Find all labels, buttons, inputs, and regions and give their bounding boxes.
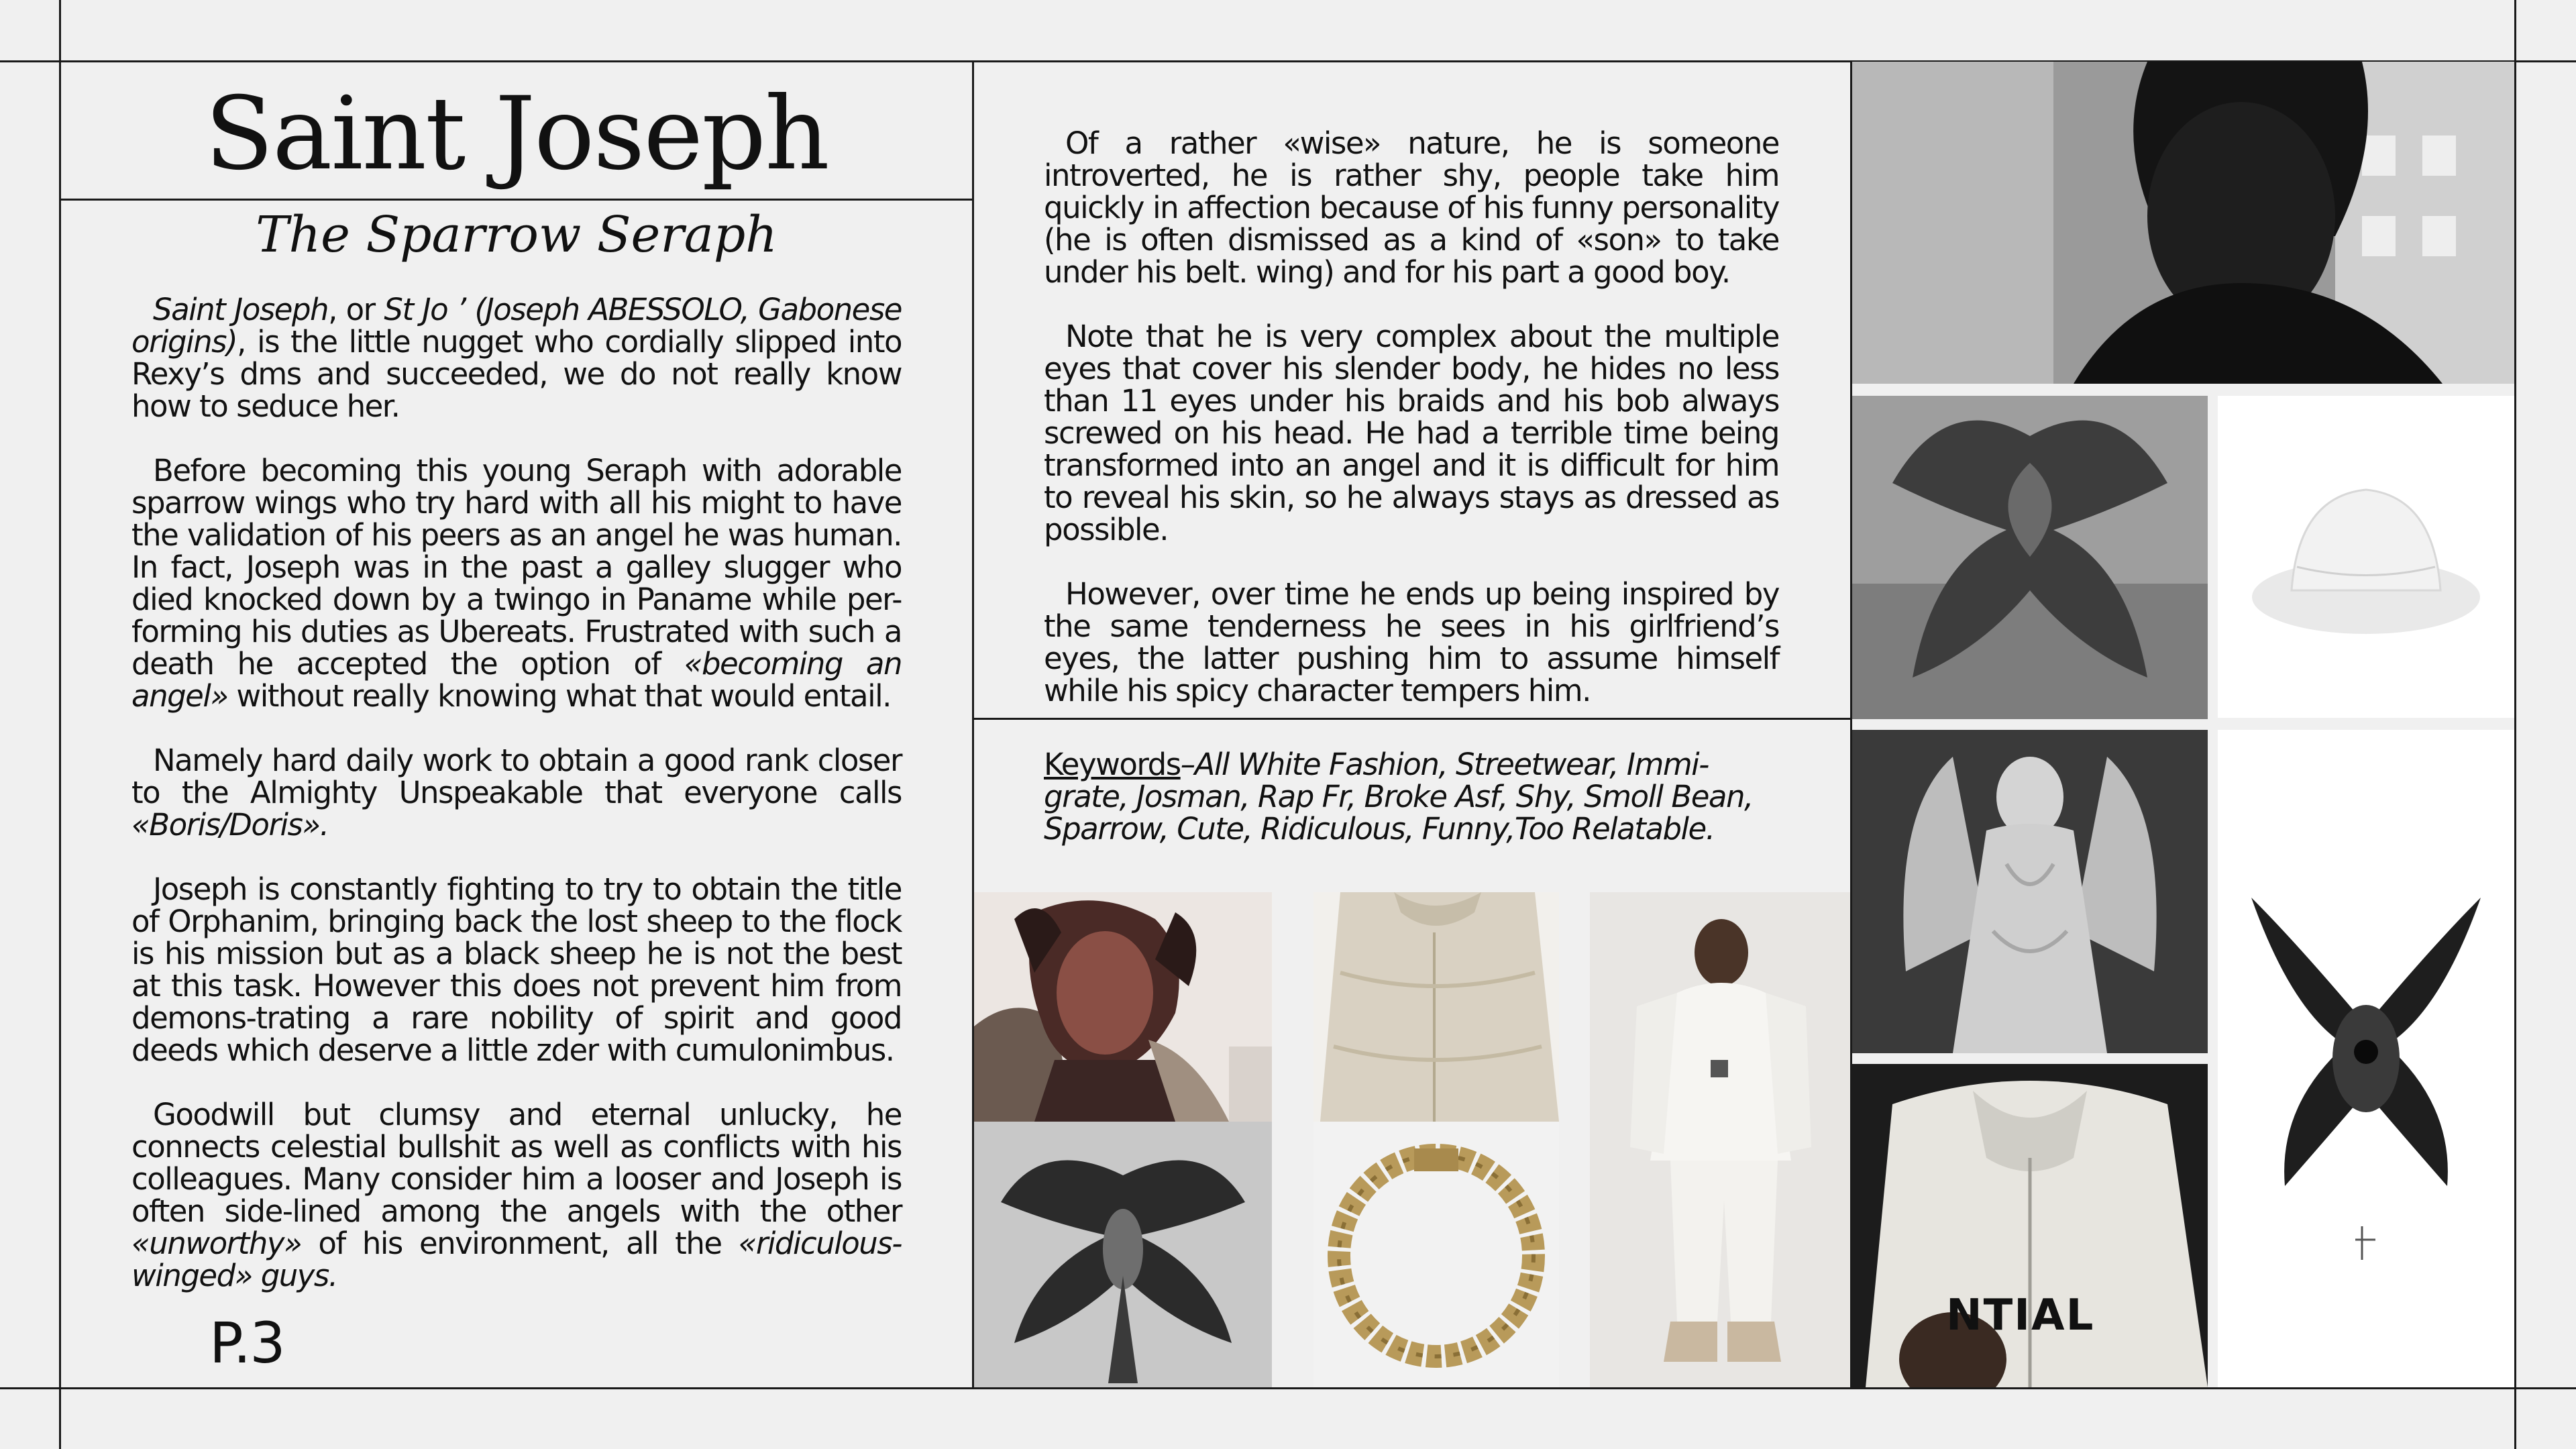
left-paragraph: Before becoming this young Seraph with adorable sparrow wings who try hard with all his might to have the validation of his peers as an angel he was human. In fact, Joseph was in the past a galley slugger who died knocked down by a twingo in Paname while per-forming his duties as Ubereats. Frustrated with such a death he accepted the option of «becoming an angel» without really knowing what that would entail. [131,453,902,714]
frame-bottom-line [0,1387,2576,1389]
character-illustration-image [974,892,1272,1122]
keywords-label: Keywords [1044,747,1181,782]
tangled-wings-artwork-image [1852,396,2208,719]
left-paragraph: Saint Joseph, or St Jo ’ (Joseph ABESSOLO, Gabonese origins), is the little nugget who cordially slipped into Rexy’s dms and succeeded, we do not really know how to seduce her. [131,292,902,424]
keywords-block [1044,749,1782,845]
left-paragraph: Joseph is constantly fighting to try to obtain the title of Orphanim, bringing back the lost sheep to the flock is his mission but as a black sheep he is not the best at this task. However this does not prevent him from demons-trating a rare nobility of spirit and good deeds which deserve a little zder with cumulonimbus. [131,871,902,1068]
gold-chain-image [1313,1122,1559,1387]
keywords-top-line [972,718,1852,720]
right-paragraph: Note that he is very complex about the multiple eyes that cover his slender body, he hides no less than 11 eyes under his braids and his bob always screwed on his head. He had a terrible time being transformed into an angel and it is difficult for him to reveal his skin, so he always stays as dressed as possible. [1044,319,1779,547]
page-number: P.3 [209,1310,284,1376]
left-paragraph: Namely hard daily work to obtain a good rank closer to the Almighty Unspeakable that everyone calls «Boris/Doris». [131,743,902,843]
page-title: Saint Joseph [205,76,828,193]
dark-wings-artwork-image [974,1122,1272,1387]
bucket-hat-image [2218,396,2514,718]
sparrow-wings-drawing-image [2218,730,2514,1387]
left-column-text [131,294,902,1292]
angel-statue-image [1852,730,2208,1053]
frame-left-line [59,0,61,1449]
frame-right-line [2514,0,2516,1449]
jacket-close-up-image [1313,892,1559,1122]
right-column-text [1044,127,1779,707]
left-paragraph: Goodwill but clumsy and eternal unlucky, he connects celestial bullshit as well as conflicts with his colleagues. Many consider him a looser and Joseph is often side-lined among the angels with the other «unworthy» of his environment, all the «ridiculous-winged» guys. [131,1097,902,1293]
portrait-photo-image [1852,62,2514,384]
white-hoodie-image [1852,1064,2208,1387]
page-subtitle: The Sparrow Seraph [256,206,777,264]
right-paragraph: However, over time he ends up being inspired by the same tenderness he sees in his girlfriend’s eyes, the latter pushing him to assume himself while his spicy character tempers him. [1044,576,1779,708]
right-paragraph: Of a rather «wise» nature, he is someone introverted, he is rather shy, people take him quickly in affection because of his funny personality (he is often dismissed as a kind of «son» to take under his belt. wing) and for his part a good boy. [1044,125,1779,290]
white-outfit-model-image [1590,892,1850,1387]
hoodie-brand-text: NTIAL [1946,1291,2095,1340]
keywords-text: –All White Fashion, Streetwear, Immi-grate, Josman, Rap Fr, Broke Asf, Shy, Smoll Bean, Sparrow, Cute, Ridiculous, Funny,Too Relatable. [1044,747,1753,847]
